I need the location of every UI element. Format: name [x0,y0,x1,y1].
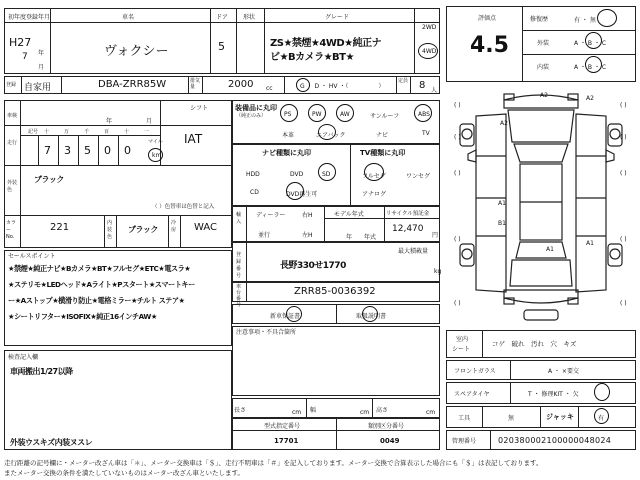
exterior-b-circle [585,32,602,49]
notes-label: 注意事項・不具合箇所 [236,329,297,336]
length-label: 長さ [234,407,247,414]
navi-item: DVD再生可 [286,191,318,198]
management-label: 管理番号 [452,438,477,445]
repair-label: 修復歴 [530,16,549,23]
width-label: 幅 [310,407,317,414]
equipment-circle [308,104,326,122]
equipment-item: PS [284,111,292,118]
registration-value: 長野330せ1770 [280,261,346,271]
warranty-manual-circle [286,306,302,322]
diagram-position-marker: ( ) [454,236,461,243]
equipment-item: サンルーフ [370,113,400,120]
tools-label: 工具 [458,415,471,422]
mileage-digit-label: 十 [124,129,130,135]
car-name-label: 車名 [122,14,135,21]
equipment-title-sub: （純正のみ） [236,113,267,119]
sales-point-line: ー★Aストップ★横滑り防止★電格ミラー★チルト ステア★ [8,296,185,305]
mile-label: マイル [148,139,163,145]
spare-kit-circle [594,383,610,401]
mileage-digit: 5 [84,144,91,157]
interior-sheet-label1: 室内 [456,336,469,343]
diag-a1-bottom: A1 [546,246,554,253]
sales-point-line: ★禁煙★純正ナビ★Bカメラ★BT★フルセグ★ETC★電スラ★ [8,264,191,273]
interior-grade-value: A ・ B ・ C [574,64,607,71]
equipment-circle [414,104,432,122]
inspector-value: 車両搬出1/27以降 [10,367,73,376]
navi-item: DVD [290,171,304,178]
front-glass-value: A ・ ×要交 [548,368,579,375]
capacity-label: 定員 [398,78,409,84]
shift-value: IAT [184,132,203,146]
usage-value: 自家用 [24,83,52,93]
exterior-color-value: ブラック [34,175,64,184]
jack-label: ジャッキ [546,413,574,421]
spare-value: T ・ 修理KIT ・ 欠 [528,391,579,398]
fullseg-circle [364,163,384,181]
repair-value: 有 ・ 無 [574,17,596,24]
equipment-circle [336,104,354,122]
exterior-grade-label: 外装 [537,40,550,47]
mileage-digit: 0 [124,144,131,157]
jack-circle [594,408,609,424]
front-glass-label: フロントガラス [454,368,496,375]
mileage-digit-label: 一 [144,129,150,135]
airbag-circle [318,124,336,140]
import-right: 右H [302,212,313,219]
exterior-color-note: （ ）色替車は色替と記入 [152,204,215,210]
mileage-digit-label: 千 [84,129,90,135]
dimensions-frame [232,398,440,418]
diagram-position-marker: ( ) [620,134,627,141]
fuel-g-circle [296,78,310,92]
diag-a2-left: A2 [500,120,508,127]
mileage-digit-label: 百 [104,129,110,135]
interior-b-circle [585,56,602,73]
spare-label: スペアタイヤ [454,391,490,398]
navi-item: CD [250,189,259,196]
four-wd-circle [418,43,438,59]
capacity-value: 8 [419,80,426,91]
owner-manual-circle [362,306,378,322]
shape-label: 形状 [243,14,256,21]
first-reg-label: 初年度登録年月 [8,14,51,21]
interior-color-label: 内装色 [107,220,113,240]
class-value: 0049 [380,437,400,445]
tools-value: 無 [508,415,515,422]
tv-item: フルセグ [362,173,386,180]
cc-unit: cc [266,85,273,92]
sales-point-line: ★シートリフター★ISOFIX★純正16インチAW★ [8,312,157,321]
equipment-title: 装備品に丸印 [235,104,277,112]
recycle-label: リサイクル預託金 [386,211,430,217]
door-value: 5 [218,40,225,53]
registration-label: 登録番号 [236,252,242,279]
class-label: 類別区分番号 [368,423,405,430]
diagram-position-marker: ( ) [454,170,461,177]
two-wd-option: 2WD [422,24,437,31]
displacement-value: 2000 [228,79,254,90]
ac-label: 冷房 [171,220,177,233]
exterior-color-label: 外装色 [7,180,18,193]
navi-item: SD [322,171,331,178]
diagram-position-marker: ( ) [620,102,627,109]
diag-b1-left: B1 [498,220,506,227]
warranty-owner-manual: 取扱説明書 [356,313,387,320]
tv-title: TV種類に丸印 [360,149,406,157]
diagram-position-marker: ( ) [620,236,627,243]
car-damage-diagram [446,86,636,326]
diagram-position-marker: ( ) [454,300,461,307]
frame-no-value: ZRR85-0036392 [294,286,376,297]
equipment-item: TV [422,130,430,137]
equipment-item: 本革 [282,132,295,139]
diagram-position-marker: ( ) [454,102,461,109]
first-reg-month-unit: 月 [38,64,45,71]
door-label: ドア [216,14,228,21]
model-spec-value: 17701 [274,437,299,445]
diagram-position-marker: ( ) [454,134,461,141]
equipment-item: PW [312,111,322,118]
grade-line1: ZS★禁煙★4WD★純正ナ [270,38,382,49]
ac-value: WAC [194,222,217,233]
fuel-options: G ・ D ・ HV ・（ ） [300,83,385,90]
mileage-digit-label: 記号 [28,129,39,135]
score-value: 4.5 [470,33,509,58]
tv-item: アナログ [362,191,387,198]
equipment-item: ABS [418,111,430,118]
warranty-manual: 新車保証書 [270,313,301,320]
mileage-digit: 7 [44,144,51,157]
color-no-label: カラー No. [6,220,17,240]
footer-line1: 走行距離の記号欄に・メーター改ざん車は「＊」、メーター交換車は「＄」、走行不明車は「＃」を記入しております。メーター交換で合算表示した場合にも「＄」は表記しております。 [4,459,543,467]
diag-a2-top: A2 [540,92,548,99]
navi-title: ナビ種類に丸印 [262,149,311,157]
import-dealer: ディーラー [256,212,286,219]
model-spec-label: 型式指定番号 [264,423,301,430]
mileage-digit: 3 [64,144,71,157]
diagram-position-marker: ( ) [620,300,627,307]
diag-a1-right: A1 [586,240,594,247]
navi-circle [318,163,336,181]
inspection-label: 車検 [7,113,18,119]
interior-sheet-items: コゲ 破れ 汚れ 穴 キズ [492,340,577,348]
tv-item: ワンセグ [406,173,431,180]
max-load-label: 最大積載量 [398,248,429,255]
sales-point-line: ★ステリモ★LEDヘッド★Aライト★Pスタート★スマートキー [8,280,195,289]
navi-item: HDD [246,171,260,178]
navi-circle [286,182,304,200]
shift-label: シフト [190,105,209,112]
score-label: 評価点 [478,15,497,22]
displacement-label: 排気量 [190,78,201,90]
car-name: ヴォクシー [104,44,169,59]
equipment-item: エアバック [316,132,346,139]
sales-point-label: セールスポイント [8,253,56,260]
interior-grade-label: 内装 [537,64,550,71]
equipment-item: ナビ [376,132,389,139]
height-label: 高さ [376,407,389,414]
interior-color-value: ブラック [128,225,158,234]
mileage-label: 走行 [7,140,18,146]
color-no-value: 221 [50,222,70,233]
interior-sheet-label2: シート [452,346,471,353]
capacity-unit: 人 [431,87,438,94]
first-reg-month: 7 [22,52,28,62]
notes-frame [232,326,440,396]
import-label: 輸入 [236,212,242,225]
import-parallel: 並行 [258,232,271,239]
mileage-digit-label: 万 [64,129,70,135]
km-label: km [152,152,162,159]
frame-no-label: 車台番号 [236,284,242,308]
inspector-frame [4,350,232,450]
grade-label: グレード [325,14,350,21]
first-reg-year-unit: 年 [38,50,45,57]
diag-a2-mid: A2 [586,95,594,102]
equipment-item: AW [340,111,350,118]
diagram-position-marker: ( ) [620,170,627,177]
repair-none-circle [597,9,617,27]
first-reg-era: H27 [9,36,32,49]
grade-line2: ビ★Bカメラ★BT★ [270,52,354,63]
model-code: DBA-ZRR85W [98,79,167,90]
km-circle [148,148,163,162]
management-value: 020380002100000048024 [498,436,612,445]
exterior-grade-value: A ・ B ・ C [574,40,607,47]
four-wd-option: 4WD [422,48,437,55]
equipment-circle [280,104,298,122]
diag-a1-left: A1 [498,200,506,207]
import-left: 左H [302,232,313,239]
footer-line2: またメーター交換の条件を満たしていないものはメーター改ざん車といたします。 [4,469,244,477]
recycle-value: 12,470 [392,224,424,234]
inspector-label: 検査記入欄 [8,354,39,361]
model-year-label: モデル年式 [334,211,364,218]
mileage-digit-label: 十 [44,129,50,135]
jack-value: 有 [598,415,605,422]
inspector-bottom-note: 外装ウスキズ内装ヌスレ [10,438,93,447]
mileage-digit: 0 [104,144,111,157]
